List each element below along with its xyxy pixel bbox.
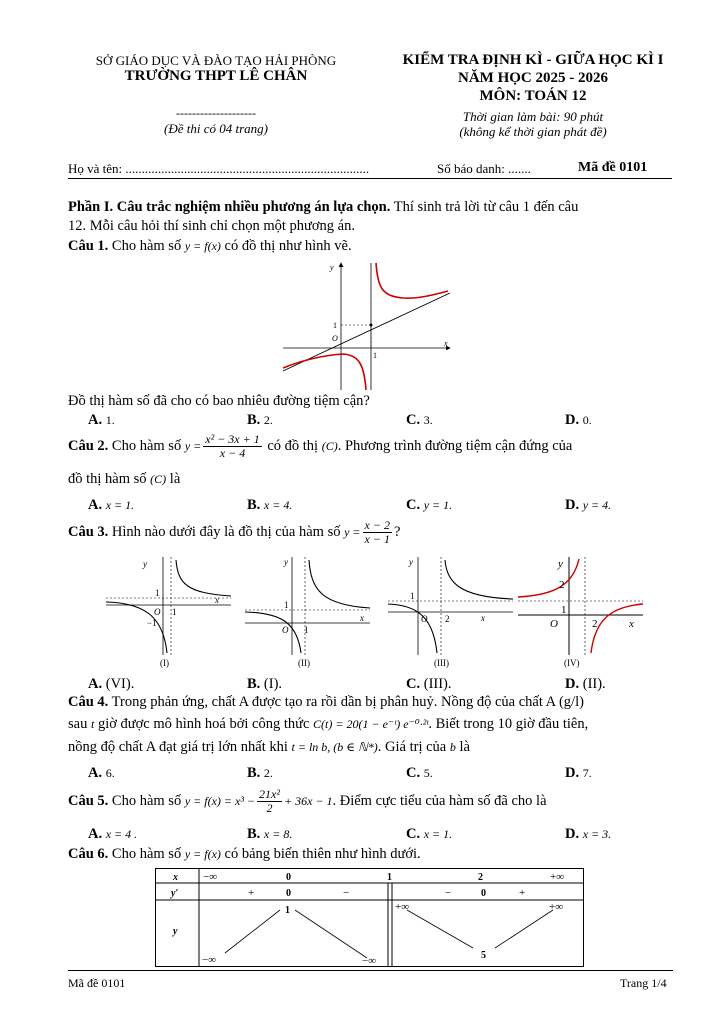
part1-instructions: Phần I. Câu trắc nghiệm nhiều phương án lựa chọn. Thí sinh trả lời từ câu 1 đến câu 12. Mỗi câu hỏi thí sinh chỉ chọn một phương án. [68, 199, 579, 234]
q6-sign: + [248, 887, 255, 899]
name-field[interactable]: Họ và tên: ........................................................................... [68, 161, 370, 176]
pages-note: (Đề thi có 04 trang) [164, 121, 268, 136]
svg-text:y: y [409, 557, 413, 567]
q6-row-yp: y′ [171, 888, 179, 899]
q4-stem-line3: nồng độ chất A đạt giá trị lớn nhất khi t = ln b, (b ∈ ℕ*). Giá trị của b là [68, 739, 470, 755]
q2-option-c[interactable]: C. y = 1. [406, 497, 453, 513]
q6-y-val: 1 [285, 905, 290, 916]
q4-option-c[interactable]: C. 5. [406, 765, 433, 781]
q2-stem: Câu 2. Cho hàm số y = $\frac{\text{x² − 3x + 1}}{x - 4}$ có đồ thị (C). Phương trình đường tiệm cận đứng của [68, 432, 573, 460]
footer-page: Trang 1/4 [620, 976, 667, 990]
q3-option-d[interactable]: D. (II). [565, 676, 606, 692]
q6-row-y: y [173, 926, 178, 937]
svg-text:1: 1 [304, 625, 309, 635]
svg-text:x: x [360, 613, 364, 623]
q4-option-b[interactable]: B. 2. [247, 765, 273, 781]
svg-text:1: 1 [172, 607, 177, 617]
q2-option-d[interactable]: D. y = 4. [565, 497, 612, 513]
q6-x-val: +∞ [550, 871, 565, 883]
footer-code: Mã đề 0101 [68, 976, 126, 990]
svg-text:−1: −1 [147, 618, 157, 628]
q1-graph [278, 258, 458, 393]
q3-graph-3 [385, 555, 517, 671]
svg-text:x: x [215, 595, 219, 605]
q1-option-d[interactable]: D. 0. [565, 412, 592, 428]
q1-tick-x: 1 [373, 351, 377, 360]
svg-text:y: y [143, 559, 147, 569]
footer-rule [68, 970, 673, 971]
svg-text:O: O [154, 607, 161, 617]
header-rule [68, 178, 672, 179]
q3-caption-4: (IV) [564, 658, 580, 668]
q1-option-c[interactable]: C. 3. [406, 412, 433, 428]
svg-text:1: 1 [284, 600, 289, 610]
q1-option-b[interactable]: B. 2. [247, 412, 273, 428]
q6-y-val: −∞ [362, 955, 377, 967]
q3-graph-4 [515, 555, 647, 671]
q4-option-d[interactable]: D. 7. [565, 765, 592, 781]
q3-graph-1 [103, 555, 235, 671]
svg-text:1: 1 [155, 588, 160, 598]
q1-question: Đồ thị hàm số đã cho có bao nhiêu đường tiệm cận? [68, 393, 370, 409]
exam-time-note: (không kể thời gian phát đề) [459, 124, 607, 139]
q2-option-b[interactable]: B. x = 4. [247, 497, 293, 513]
q1-axis-y: y [330, 263, 334, 272]
q1-stem: Câu 1. Cho hàm số y = f(x) có đồ thị như hình vẽ. [68, 238, 352, 254]
q1-axis-x: x [444, 339, 448, 348]
q1-option-a[interactable]: A. 1. [88, 412, 115, 428]
q6-stem: Câu 6. Cho hàm số y = f(x) có bảng biến thiên như hình dưới. [68, 846, 421, 862]
q5-option-b[interactable]: B. x = 8. [247, 826, 293, 842]
q6-sign: + [519, 887, 526, 899]
q5-option-a[interactable]: A. x = 4 . [88, 826, 138, 842]
svg-text:y: y [284, 557, 288, 567]
header-dashes: -------------------- [176, 106, 256, 120]
q3-caption-1: (I) [160, 658, 169, 668]
q3-option-b[interactable]: B. (I). [247, 676, 283, 692]
q3-caption-3: (III) [434, 658, 449, 668]
q6-row-x: x [173, 872, 178, 883]
exam-time: Thời gian làm bài: 90 phút [462, 109, 604, 124]
q6-y-val: −∞ [202, 954, 217, 966]
q6-y-val: 5 [481, 950, 486, 961]
svg-text:O: O [421, 614, 428, 624]
q6-variation-table [155, 868, 585, 968]
q6-x-val: 2 [478, 872, 483, 883]
q2-option-a[interactable]: A. x = 1. [88, 497, 135, 513]
q6-sign: − [343, 887, 350, 899]
q6-sign: 0 [481, 888, 486, 899]
school-year: NĂM HỌC 2025 - 2026 [458, 70, 608, 86]
q6-x-val: 0 [286, 872, 291, 883]
exam-code: Mã đề 0101 [578, 160, 648, 175]
svg-text:1: 1 [561, 604, 567, 616]
q3-caption-2: (II) [298, 658, 310, 668]
q3-stem: Câu 3. Hình nào dưới đây là đồ thị của hàm số y = $\frac{x - 2}{x - 1}$ ? [68, 518, 401, 546]
q4-option-a[interactable]: A. 6. [88, 765, 115, 781]
svg-text:y: y [558, 558, 563, 570]
exam-title: KIỂM TRA ĐỊNH KÌ - GIỮA HỌC KÌ I [402, 52, 664, 68]
q6-sign: 0 [286, 888, 291, 899]
dept-name: SỞ GIÁO DỤC VÀ ĐÀO TẠO HẢI PHÒNG [95, 53, 337, 68]
subject: MÔN: TOÁN 12 [479, 88, 587, 104]
q6-y-val: +∞ [549, 901, 564, 913]
q6-y-val: +∞ [395, 901, 410, 913]
svg-text:x: x [481, 613, 485, 623]
q1-tick-y: 1 [333, 321, 337, 330]
q5-stem: Câu 5. Cho hàm số y = f(x) = x³ − $\frac{\text{21x²}}{2}$ + 36x − 1. Điểm cực tiểu của hàm số đã cho là [68, 787, 547, 815]
q3-option-a[interactable]: A. (VI). [88, 676, 135, 692]
q4-stem: Câu 4. Trong phản ứng, chất A được tạo ra rồi dần bị phân huỷ. Nồng độ của chất A (g/l) [68, 694, 584, 710]
q6-sign: − [445, 887, 452, 899]
svg-text:2: 2 [445, 614, 450, 624]
q5-option-c[interactable]: C. x = 1. [406, 826, 453, 842]
svg-text:2: 2 [559, 579, 565, 591]
sbd-field[interactable]: Số báo danh: ....... [437, 161, 531, 176]
q3-option-c[interactable]: C. (III). [406, 676, 452, 692]
q3-graph-2 [242, 555, 374, 671]
q6-x-val: 1 [387, 872, 392, 883]
q5-option-d[interactable]: D. x = 3. [565, 826, 612, 842]
svg-text:2: 2 [592, 618, 598, 630]
svg-text:O: O [282, 625, 289, 635]
school-name: TRƯỜNG THPT LÊ CHÂN [124, 68, 308, 84]
svg-text:O: O [550, 618, 558, 630]
q6-x-val: −∞ [203, 871, 218, 883]
q4-stem-line2: sau t giờ được mô hình hoá bởi công thức C(t) = 20(1 − e⁻ᵗ) e⁻⁰·²ᵗ. Biết trong 10 giờ đầu tiên, [68, 716, 589, 732]
svg-text:x: x [629, 618, 634, 630]
q2-stem-line2: đồ thị hàm số (C) là [68, 471, 181, 487]
q1-origin: O [332, 334, 338, 343]
svg-text:1: 1 [410, 591, 415, 601]
